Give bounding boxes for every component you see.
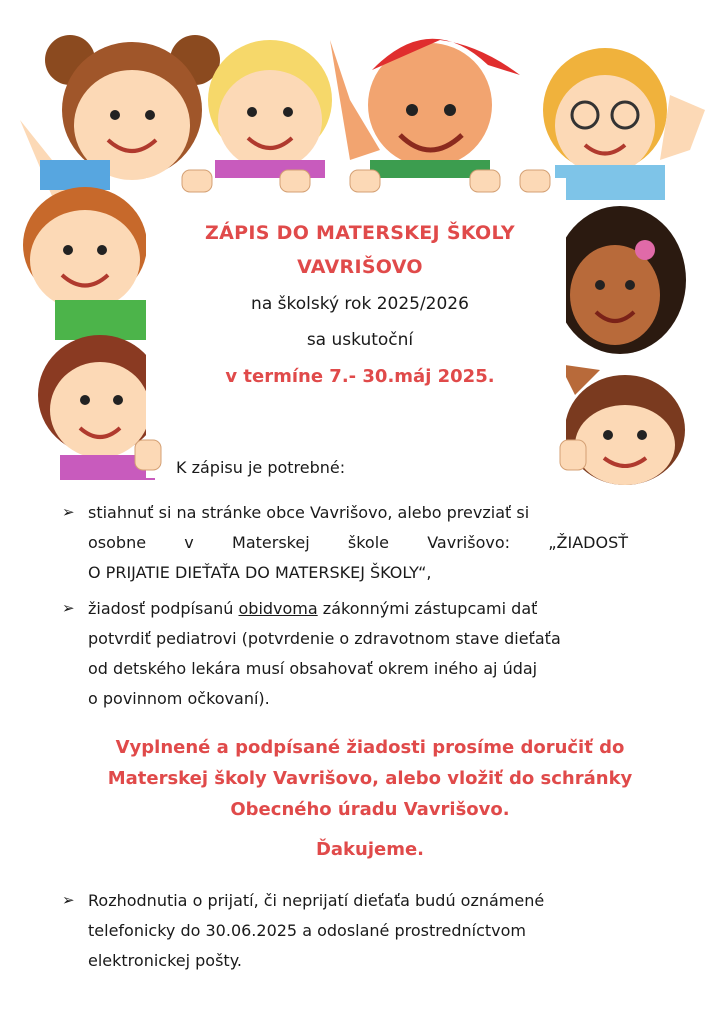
bullet-2-line-4: o povinnom očkovaní). xyxy=(88,689,270,708)
title-line-1: ZÁPIS DO MATERSKEJ ŠKOLY xyxy=(205,222,515,244)
bullet-2-line-3: od detského lekára musí obsahovať okrem iného aj údaj xyxy=(88,659,538,678)
child-blonde xyxy=(208,40,332,190)
arrowhead-bullet-icon: ➢ xyxy=(62,599,75,617)
arrowhead-bullet-icon: ➢ xyxy=(62,891,75,909)
takes-place: sa uskutoční xyxy=(306,330,414,350)
notice-line-3: Obecného úradu Vavrišovo. xyxy=(230,799,510,820)
bullet-1-line-1: stiahnuť si na stránke obce Vavrišovo, alebo prevziať si xyxy=(88,503,530,522)
child-left-boy xyxy=(23,187,150,340)
child-glasses xyxy=(543,48,705,200)
underlined-word: obidvoma xyxy=(238,599,318,618)
school-year: na školský rok 2025/2026 xyxy=(251,294,469,314)
decision-line-1: Rozhodnutia o prijatí, či neprijatí dieťaťa budú oznámené xyxy=(88,891,545,910)
date-term: v termíne 7.- 30.máj 2025. xyxy=(225,366,495,387)
cartoon-children-illustration xyxy=(0,0,724,500)
arrowhead-bullet-icon: ➢ xyxy=(62,503,75,521)
notice-line-1: Vyplnené a podpísané žiadosti prosíme doručiť do xyxy=(115,737,625,758)
bullet-2-line-1: žiadosť podpísanú obidvoma zákonnými zástupcami dať xyxy=(88,599,538,618)
thanks: Ďakujeme. xyxy=(315,839,425,860)
requirements-label: K zápisu je potrebné: xyxy=(176,458,346,477)
bullet-1 xyxy=(88,498,628,588)
decision-line-3: elektronickej pošty. xyxy=(88,951,242,970)
decision-bullet xyxy=(88,886,658,976)
decision-line-2: telefonicky do 30.06.2025 a odoslané prostredníctvom xyxy=(88,921,526,940)
bullet-2-line-2: potvrdiť pediatrovi (potvrdenie o zdravotnom stave dieťaťa xyxy=(88,629,561,648)
bullet-1-line-3: O PRIJATIE DIEŤAŤA DO MATERSKEJ ŠKOLY“, xyxy=(88,563,432,582)
bullet-1-line-2: osobne v Materskej škole Vavrišovo: „ŽIADOSŤ xyxy=(88,533,628,552)
title-line-2: VAVRIŠOVO xyxy=(297,256,423,278)
child-red-cap xyxy=(330,39,520,190)
bullet-2 xyxy=(88,594,648,714)
submission-notice xyxy=(60,732,680,825)
notice-line-2: Materskej školy Vavrišovo, alebo vložiť do schránky xyxy=(107,768,633,789)
